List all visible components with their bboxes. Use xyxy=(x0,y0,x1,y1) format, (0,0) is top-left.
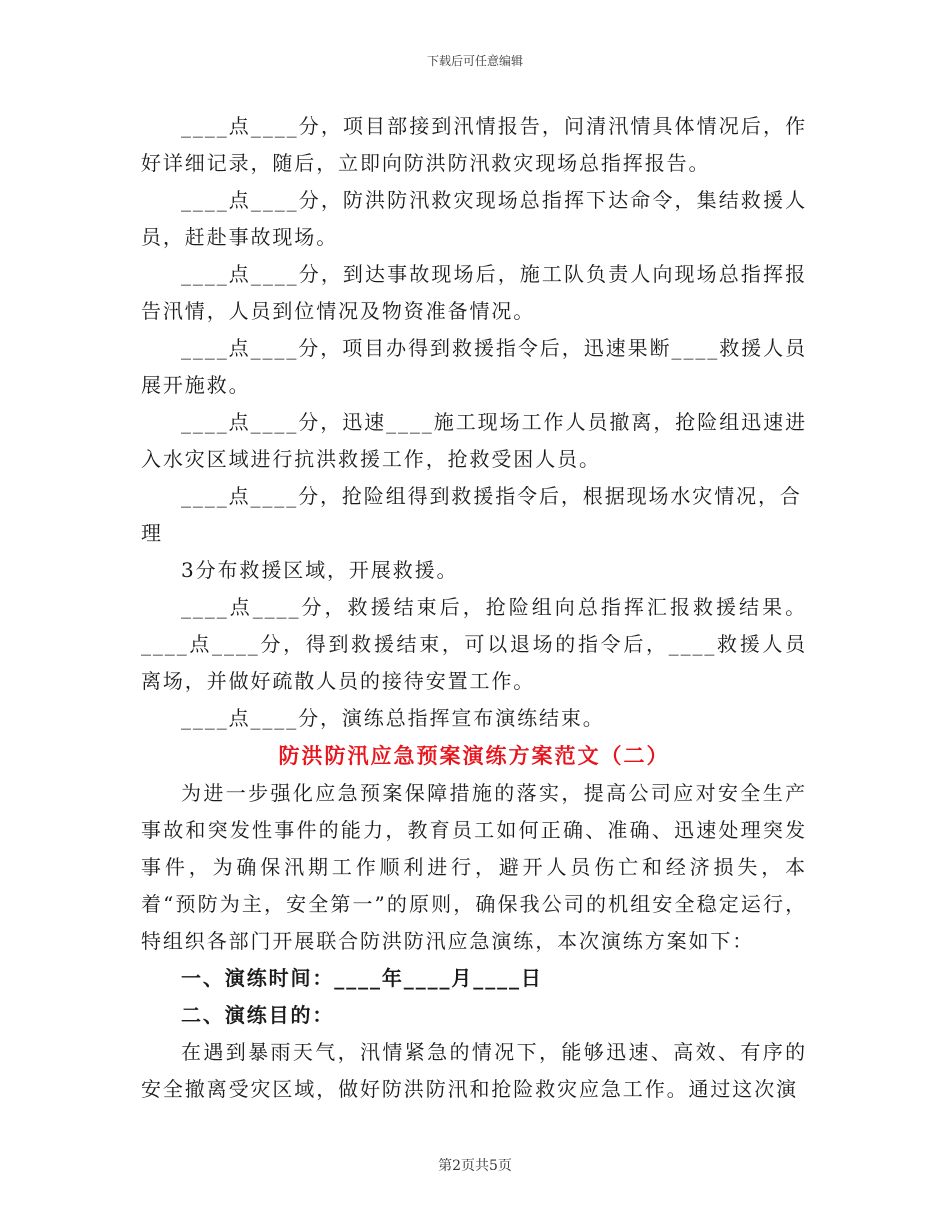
paragraph-step-8: ____点____分，演练总指挥宣布演练结束。 xyxy=(181,706,605,730)
heading-drill-purpose: 二、演练目的： xyxy=(181,1003,335,1027)
page-footer: 第2页共5页 xyxy=(438,1158,512,1174)
paragraph-step-7: ____点____分，救援结束后，抢险组向总指挥汇报救援结果。____点____分，得到救援结束，可以退场的指令后，____救援人员离场，并做好疏散人员的接待安置工作。 xyxy=(141,595,807,693)
paragraph-step-2: ____点____分，防洪防汛救灾现场总指挥下达命令，集结救援人员，赶赴事故现场。 xyxy=(141,188,807,249)
page-header: 下载后可任意编辑 xyxy=(426,54,523,68)
intro-paragraph: 为进一步强化应急预案保障措施的落实，提高公司应对安全生产事故和突发性事件的能力，教育员工如何正确、准确、迅速处理突发事件，为确保汛期工作顺利进行，避开人员伤亡和经济损失，本着“预防为主，安全第一”的原则，确保我公司的机组安全稳定运行，特组织各部门开展联合防洪防汛应急演练，本次演练方案如下： xyxy=(141,781,807,953)
paragraph-step-6-tail: 3分布救援区域，开展救援。 xyxy=(181,558,459,582)
purpose-paragraph: 在遇到暴雨天气，汛情紧急的情况下，能够迅速、高效、有序的安全撤离受灾区域，做好防洪防汛和抢险救灾应急工作。通过这次演 xyxy=(141,1040,807,1101)
paragraph-step-6-continued: 理 xyxy=(141,521,163,545)
heading-drill-time: 一、演练时间：____年____月____日 xyxy=(181,966,543,990)
paragraph-step-3: ____点____分，到达事故现场后，施工队负责人向现场总指挥报告汛情，人员到位情况及物资准备情况。 xyxy=(141,262,807,323)
paragraph-step-6: ____点____分，抢险组得到救援指令后，根据现场水灾情况，合 xyxy=(181,484,802,508)
section-title: 防洪防汛应急预案演练方案范文（二） xyxy=(278,743,670,768)
document-body xyxy=(141,108,807,1108)
paragraph-step-4: ____点____分，项目办得到救援指令后，迅速果断____救援人员展开施救。 xyxy=(141,336,807,397)
paragraph-step-1: ____点____分，项目部接到汛情报告，问清汛情具体情况后，作好详细记录，随后，立即向防洪防汛救灾现场总指挥报告。 xyxy=(141,114,807,175)
paragraph-step-5: ____点____分，迅速____施工现场工作人员撤离，抢险组迅速进入水灾区域进行抗洪救援工作，抢救受困人员。 xyxy=(141,410,807,471)
